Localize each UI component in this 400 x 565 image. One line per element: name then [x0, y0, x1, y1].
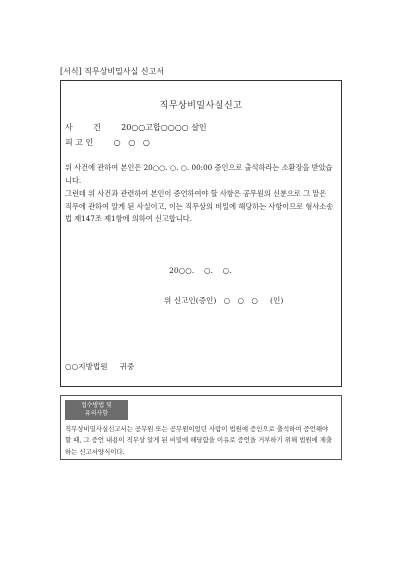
court-addressee: ○○지방법원 귀중: [65, 362, 135, 371]
report-form: [60, 80, 342, 387]
case-row: 사 건 20○○고합○○○○ 살인: [65, 123, 207, 132]
notice-tab-line-1: 접수방법 및: [81, 402, 112, 409]
defendant-row: 피 고 인 ○ ○ ○: [65, 138, 150, 147]
date-line: 20○○. ○. ○.: [169, 266, 232, 275]
notice-tab-line-2: 유의사항: [84, 410, 109, 417]
paragraph-declaration: 그런데 위 사건과 관련하여 본인이 증언하여야 할 사항은 공무원의 신분으로 그 맡은 직무에 관하여 알게 된 사실이고, 이는 직무상의 비밀에 해당하는 사항이므로 형사소송법 제147조 제1항에 의하여 신고합니다.: [65, 189, 334, 224]
form-label: [서식] 직무상비밀사실 신고서: [60, 67, 165, 76]
notice-body: 직무상비밀사실신고서는 공무원 또는 공무원이었던 사람이 법원에 증인으로 출석하여 증언해야 할 때, 그 증언 내용이 직무상 알게 된 비밀에 해당함을 이유로 증언을 거부하기 위해 법원에 제출하는 신고서양식이다.: [65, 425, 333, 456]
paragraph-summons: 위 사건에 관하여 본인은 20○○. ○. ○. 00:00 증인으로 출석하라는 소환장을 받았습니다.: [65, 163, 333, 185]
notice-tab: [65, 400, 128, 420]
signer-line: 위 신고인(증인) ○ ○ ○ (인): [164, 296, 284, 305]
form-title: 직무상비밀사실신고: [159, 101, 243, 111]
notice-box: [60, 395, 342, 460]
